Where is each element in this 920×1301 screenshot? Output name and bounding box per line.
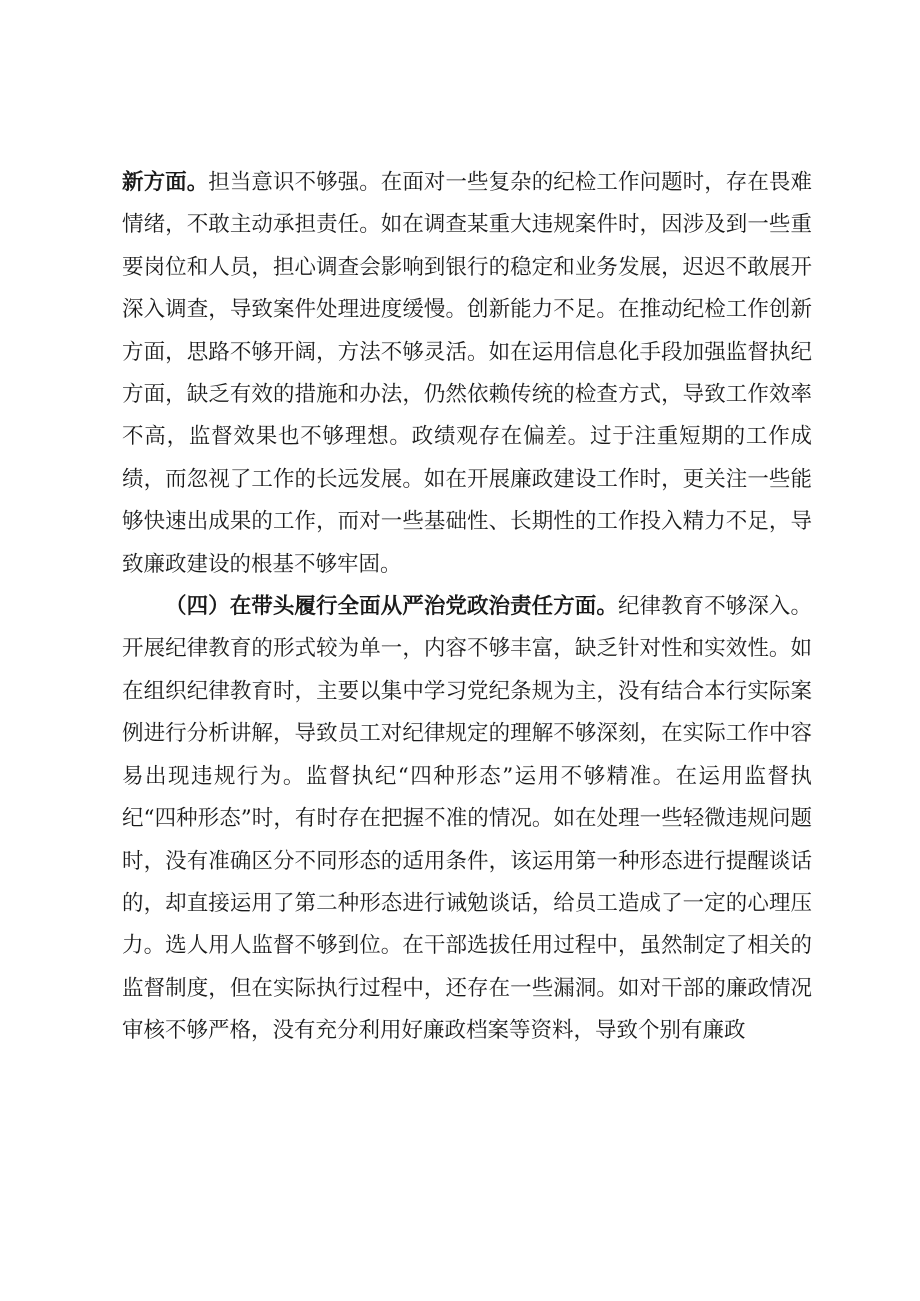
paragraph-section-four bbox=[122, 586, 812, 1052]
paragraph-text: 纪律教育不够深入。开展纪律教育的形式较为单一，内容不够丰富，缺乏针对性和实效性。如在组织纪律教育时，主要以集中学习党纪条规为主，没有结合本行实际案例进行分析讲解，导致员工对纪律规定的理解不够深刻，在实际工作中容易出现违规行为。监督执纪“四种形态”运用不够精准。在运用监督执纪“四种形态”时，有时存在把握不准的情况。如在处理一些轻微违规问题时，没有准确区分不同形态的适用条件，该运用第一种形态进行提醒谈话的，却直接运用了第二种形态进行诫勉谈话，给员工造成了一定的心理压力。选人用人监督不够到位。在干部选拔任用过程中，虽然制定了相关的监督制度，但在实际执行过程中，还存在一些漏洞。如对干部的廉政情况审核不够严格，没有充分利用好廉政档案等资料，导致个别有廉政 bbox=[122, 594, 812, 1044]
paragraph-continued bbox=[122, 162, 812, 586]
paragraph-text: 担当意识不够强。在面对一些复杂的纪检工作问题时，存在畏难情绪，不敢主动承担责任。如在调查某重大违规案件时，因涉及到一些重要岗位和人员，担心调查会影响到银行的稳定和业务发展，迟迟不敢展开深入调查，导致案件处理进度缓慢。创新能力不足。在推动纪检工作创新方面，思路不够开阔，方法不够灵活。如在运用信息化手段加强监督执纪方面，缺乏有效的措施和办法，仍然依赖传统的检查方式，导致工作效率不高，监督效果也不够理想。政绩观存在偏差。过于注重短期的工作成绩，而忽视了工作的长远发展。如在开展廉政建设工作时，更关注一些能够快速出成果的工作，而对一些基础性、长期性的工作投入精力不足，导致廉政建设的根基不够牢固。 bbox=[122, 170, 812, 577]
document-body bbox=[122, 162, 812, 1053]
paragraph-lead-text: 新方面。 bbox=[122, 170, 209, 195]
section-heading-inline: （四）在带头履行全面从严治党政治责任方面。 bbox=[165, 594, 618, 620]
